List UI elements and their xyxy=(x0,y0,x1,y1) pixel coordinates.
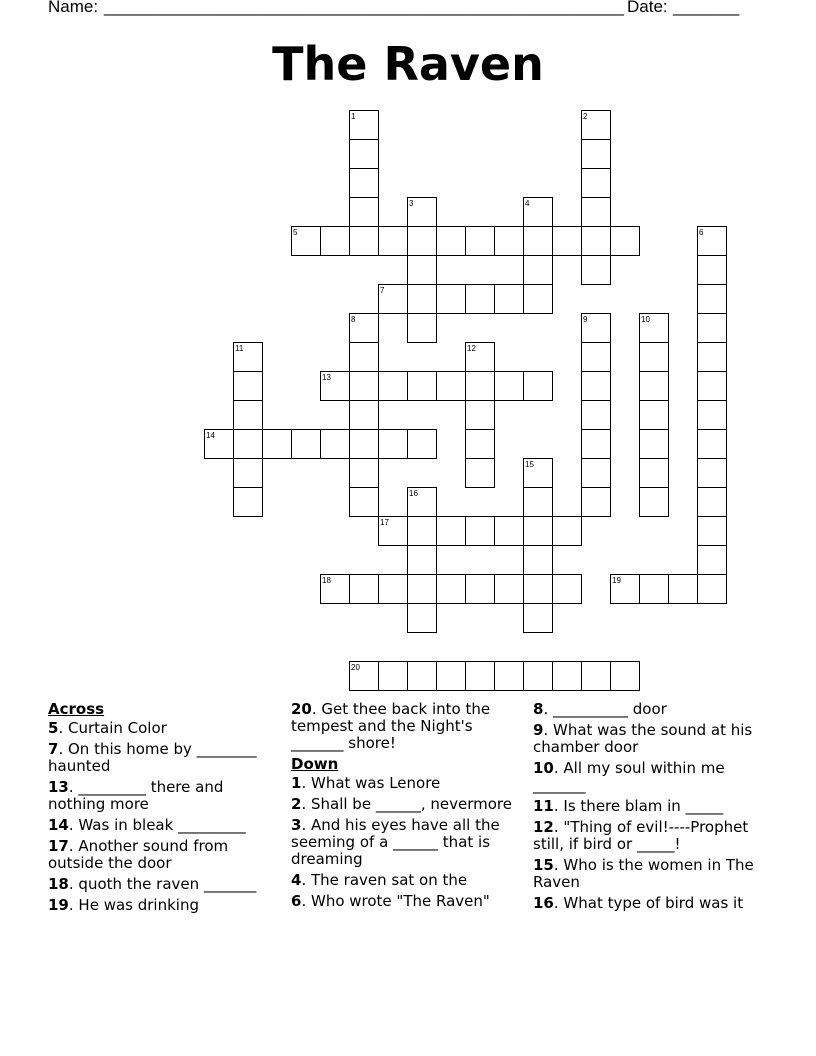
clue-num: 2 xyxy=(291,795,302,813)
grid-cell[interactable] xyxy=(321,575,350,604)
grid-cell[interactable] xyxy=(408,314,437,343)
grid-cell[interactable] xyxy=(350,314,379,343)
grid-cell[interactable] xyxy=(466,662,495,691)
grid-cell[interactable] xyxy=(698,517,727,546)
clue-num: 16 xyxy=(533,894,554,912)
grid-cell[interactable] xyxy=(640,488,669,517)
grid-cell[interactable] xyxy=(234,401,263,430)
grid-cell[interactable] xyxy=(495,662,524,691)
grid-cell[interactable] xyxy=(437,575,466,604)
grid-cell[interactable] xyxy=(582,401,611,430)
grid-cell[interactable] xyxy=(379,285,408,314)
grid-cell[interactable] xyxy=(466,575,495,604)
clue-text: Curtain Color xyxy=(67,719,167,737)
clue-number: 1 xyxy=(351,112,356,121)
clue-item: 14. Was in bleak _________ xyxy=(48,816,246,834)
clue-number: 9 xyxy=(583,315,588,324)
grid-cell[interactable] xyxy=(321,227,350,256)
grid-cell[interactable] xyxy=(350,169,379,198)
clue-item: 8. __________ door xyxy=(533,700,667,718)
grid-cell[interactable] xyxy=(553,517,582,546)
grid-cell[interactable] xyxy=(495,372,524,401)
grid-cell[interactable] xyxy=(408,546,437,575)
clue-num: 6 xyxy=(291,892,302,910)
grid-cell[interactable] xyxy=(263,430,292,459)
clue-number: 17 xyxy=(380,518,389,527)
grid-cell[interactable] xyxy=(698,459,727,488)
grid-cell[interactable] xyxy=(437,517,466,546)
clue-num: 14 xyxy=(48,816,69,834)
grid-cell[interactable] xyxy=(466,517,495,546)
grid-cell[interactable] xyxy=(698,314,727,343)
grid-cell[interactable] xyxy=(553,575,582,604)
clue-text: Shall be ______, nevermore xyxy=(310,795,512,813)
grid-cell[interactable] xyxy=(640,459,669,488)
clue-item: 10. All my soul within me _______ xyxy=(533,759,725,794)
clue-text: All my soul within me _______ xyxy=(533,759,725,794)
grid-cell[interactable] xyxy=(524,198,553,227)
name-blank[interactable]: _______________________________________________________ xyxy=(104,0,625,16)
grid-cell[interactable] xyxy=(640,343,669,372)
grid-cell[interactable] xyxy=(437,227,466,256)
clue-text: What was the sound at his chamber door xyxy=(533,721,753,756)
clue-num: 1 xyxy=(291,774,302,792)
grid-cell[interactable] xyxy=(408,372,437,401)
grid-cell[interactable] xyxy=(611,227,640,256)
clue-item: 2. Shall be ______, nevermore xyxy=(291,795,512,813)
grid-cell[interactable] xyxy=(698,372,727,401)
grid-cell[interactable] xyxy=(582,372,611,401)
clue-number: 6 xyxy=(699,228,704,237)
down-clue-list xyxy=(291,775,517,910)
grid-cell[interactable] xyxy=(640,314,669,343)
clue-num: 18 xyxy=(48,875,69,893)
clue-text: And his eyes have all the seeming of a ______ that is dreaming xyxy=(291,816,500,868)
clue-item: 19. He was drinking xyxy=(48,896,199,914)
grid-cell[interactable] xyxy=(669,575,698,604)
clue-text: "Thing of evil!----Prophet still, if bird or _____! xyxy=(533,818,749,853)
grid-cell[interactable] xyxy=(640,401,669,430)
grid-cell[interactable] xyxy=(553,662,582,691)
clue-item: 13. _________ there and nothing more xyxy=(48,778,224,813)
clue-text: __________ door xyxy=(552,700,667,718)
grid-cell[interactable] xyxy=(698,575,727,604)
grid-cell[interactable] xyxy=(234,459,263,488)
clue-number: 14 xyxy=(206,431,215,440)
grid-cell[interactable] xyxy=(234,343,263,372)
grid-cell[interactable] xyxy=(582,459,611,488)
grid-cell[interactable] xyxy=(582,314,611,343)
date-label: Date: xyxy=(627,0,668,16)
grid-cell[interactable] xyxy=(205,430,234,459)
clue-item: 3. And his eyes have all the seeming of a ______ that is dreaming xyxy=(291,816,500,868)
grid-cell[interactable] xyxy=(582,430,611,459)
name-label: Name: xyxy=(48,0,99,16)
clue-column-3 xyxy=(533,701,761,916)
grid-cell[interactable] xyxy=(408,430,437,459)
clue-num: 19 xyxy=(48,896,69,914)
grid-cell[interactable] xyxy=(234,430,263,459)
clue-item: 4. The raven sat on the xyxy=(291,871,468,889)
grid-cell[interactable] xyxy=(524,372,553,401)
clue-number: 8 xyxy=(351,315,356,324)
grid-cell[interactable] xyxy=(408,604,437,633)
grid-cell[interactable] xyxy=(408,285,437,314)
clue-item: 5. Curtain Color xyxy=(48,719,167,737)
grid-cell[interactable] xyxy=(379,575,408,604)
grid-cell[interactable] xyxy=(379,430,408,459)
grid-cell[interactable] xyxy=(437,372,466,401)
clue-number: 11 xyxy=(235,344,244,353)
grid-cell[interactable] xyxy=(611,662,640,691)
clue-item: 11. Is there blam in _____ xyxy=(533,797,724,815)
grid-cell[interactable] xyxy=(582,256,611,285)
grid-cell[interactable] xyxy=(350,401,379,430)
grid-cell[interactable] xyxy=(350,227,379,256)
grid-cell[interactable] xyxy=(321,430,350,459)
grid-cell[interactable] xyxy=(582,343,611,372)
grid-cell[interactable] xyxy=(524,285,553,314)
clue-item: 9. What was the sound at his chamber door xyxy=(533,721,753,756)
clue-text: Who wrote "The Raven" xyxy=(310,892,490,910)
grid-cell[interactable] xyxy=(582,111,611,140)
grid-cell[interactable] xyxy=(292,430,321,459)
clue-item: 6. Who wrote "The Raven" xyxy=(291,892,490,910)
clue-number: 4 xyxy=(525,199,530,208)
clue-number: 19 xyxy=(612,576,621,585)
grid-cell[interactable] xyxy=(437,662,466,691)
clue-column-1 xyxy=(48,701,274,918)
clue-number: 5 xyxy=(293,228,298,237)
clue-num: 13 xyxy=(48,778,69,796)
grid-cell[interactable] xyxy=(350,140,379,169)
grid-cell[interactable] xyxy=(640,575,669,604)
grid-cell[interactable] xyxy=(582,662,611,691)
across-clue-list-continued xyxy=(291,701,517,752)
clue-text: _________ there and nothing more xyxy=(48,778,224,813)
grid-cell[interactable] xyxy=(698,488,727,517)
clue-num: 20 xyxy=(291,700,312,718)
page-title: The Raven xyxy=(272,37,544,91)
grid-cell[interactable] xyxy=(466,459,495,488)
date-blank[interactable]: _______ xyxy=(673,0,740,16)
clue-num: 17 xyxy=(48,837,69,855)
grid-cell[interactable] xyxy=(321,372,350,401)
clue-number: 16 xyxy=(409,489,418,498)
clue-number: 12 xyxy=(467,344,476,353)
clue-item: 18. quoth the raven _______ xyxy=(48,875,257,893)
grid-cell[interactable] xyxy=(582,140,611,169)
clue-number: 3 xyxy=(409,199,414,208)
grid-cell[interactable] xyxy=(524,575,553,604)
grid-cell[interactable] xyxy=(408,256,437,285)
grid-cell[interactable] xyxy=(495,285,524,314)
grid-cell[interactable] xyxy=(379,517,408,546)
clue-num: 15 xyxy=(533,856,554,874)
grid-cell[interactable] xyxy=(524,488,553,517)
grid-cell[interactable] xyxy=(582,198,611,227)
grid-cell[interactable] xyxy=(350,198,379,227)
grid-cell[interactable] xyxy=(640,430,669,459)
down-heading: Down xyxy=(291,755,339,773)
clue-number: 15 xyxy=(525,460,534,469)
grid-cell[interactable] xyxy=(408,488,437,517)
grid-cell[interactable] xyxy=(466,343,495,372)
grid-cell[interactable] xyxy=(350,575,379,604)
grid-cell[interactable] xyxy=(524,517,553,546)
grid-cell[interactable] xyxy=(408,662,437,691)
grid-cell[interactable] xyxy=(292,227,321,256)
clue-text: Another sound from outside the door xyxy=(48,837,229,872)
clue-text: Get thee back into the tempest and the Night's _______ shore! xyxy=(291,700,491,752)
clue-item: 7. On this home by ________ haunted xyxy=(48,740,257,775)
grid-cell[interactable] xyxy=(350,430,379,459)
clue-number: 18 xyxy=(322,576,331,585)
grid-cell[interactable] xyxy=(466,401,495,430)
grid-cell[interactable] xyxy=(524,256,553,285)
clue-num: 3 xyxy=(291,816,302,834)
grid-cell[interactable] xyxy=(408,198,437,227)
across-heading: Across xyxy=(48,700,105,718)
grid-cell[interactable] xyxy=(437,285,466,314)
clue-text: Who is the women in The Raven xyxy=(533,856,754,891)
grid-cell[interactable] xyxy=(698,430,727,459)
grid-cell[interactable] xyxy=(234,372,263,401)
clue-num: 4 xyxy=(291,871,302,889)
clue-text: On this home by ________ haunted xyxy=(48,740,257,775)
clue-item: 15. Who is the women in The Raven xyxy=(533,856,754,891)
grid-cell[interactable] xyxy=(408,575,437,604)
grid-cell[interactable] xyxy=(698,401,727,430)
clue-num: 11 xyxy=(533,797,554,815)
grid-cell[interactable] xyxy=(379,227,408,256)
grid-cell[interactable] xyxy=(495,227,524,256)
grid-cell[interactable] xyxy=(350,459,379,488)
grid-cell[interactable] xyxy=(466,430,495,459)
clue-item: 12. "Thing of evil!----Prophet still, if bird or _____! xyxy=(533,818,749,853)
grid-cell[interactable] xyxy=(611,575,640,604)
clue-num: 9 xyxy=(533,721,544,739)
clue-text: quoth the raven _______ xyxy=(78,875,257,893)
grid-cell[interactable] xyxy=(582,227,611,256)
grid-cell[interactable] xyxy=(466,372,495,401)
clue-num: 10 xyxy=(533,759,554,777)
grid-cell[interactable] xyxy=(524,662,553,691)
clue-number: 2 xyxy=(583,112,588,121)
clue-column-2 xyxy=(291,701,517,914)
grid-cell[interactable] xyxy=(582,488,611,517)
across-clue-list xyxy=(48,720,274,914)
grid-cell[interactable] xyxy=(350,488,379,517)
clue-text: He was drinking xyxy=(78,896,199,914)
clue-text: Is there blam in _____ xyxy=(563,797,724,815)
grid-cell[interactable] xyxy=(640,372,669,401)
grid-cell[interactable] xyxy=(698,256,727,285)
grid-cell[interactable] xyxy=(350,111,379,140)
clue-item: 20. Get thee back into the tempest and the Night's _______ shore! xyxy=(291,700,491,752)
grid-cell[interactable] xyxy=(698,546,727,575)
grid-cell[interactable] xyxy=(234,488,263,517)
grid-cell[interactable] xyxy=(408,517,437,546)
clue-text: What was Lenore xyxy=(310,774,441,792)
grid-cell[interactable] xyxy=(553,227,582,256)
grid-cell[interactable] xyxy=(524,227,553,256)
grid-cell[interactable] xyxy=(495,517,524,546)
clue-item: 1. What was Lenore xyxy=(291,774,441,792)
grid-cell[interactable] xyxy=(582,169,611,198)
down-clue-list-continued xyxy=(533,701,761,912)
clue-number: 20 xyxy=(351,663,360,672)
clue-item: 17. Another sound from outside the door xyxy=(48,837,229,872)
grid-cell[interactable] xyxy=(379,372,408,401)
clue-text: Was in bleak _________ xyxy=(78,816,246,834)
clue-num: 5 xyxy=(48,719,59,737)
clue-num: 12 xyxy=(533,818,554,836)
grid-cell[interactable] xyxy=(524,546,553,575)
clue-number: 7 xyxy=(380,286,385,295)
grid-cell[interactable] xyxy=(350,662,379,691)
grid-cell[interactable] xyxy=(495,575,524,604)
grid-cell[interactable] xyxy=(408,227,437,256)
grid-cell[interactable] xyxy=(350,372,379,401)
clue-text: The raven sat on the xyxy=(310,871,468,889)
page-header xyxy=(0,0,816,22)
grid-cell[interactable] xyxy=(466,285,495,314)
clue-number: 13 xyxy=(322,373,331,382)
grid-cell[interactable] xyxy=(524,604,553,633)
clue-number: 10 xyxy=(641,315,650,324)
grid-cell[interactable] xyxy=(466,227,495,256)
grid-cell[interactable] xyxy=(350,343,379,372)
grid-cell[interactable] xyxy=(698,285,727,314)
clue-num: 7 xyxy=(48,740,59,758)
clue-item: 16. What type of bird was it xyxy=(533,894,744,912)
grid-cell[interactable] xyxy=(379,662,408,691)
grid-cell[interactable] xyxy=(698,227,727,256)
grid-cell[interactable] xyxy=(698,343,727,372)
grid-cell[interactable] xyxy=(524,459,553,488)
clue-num: 8 xyxy=(533,700,544,718)
clue-text: What type of bird was it xyxy=(563,894,744,912)
